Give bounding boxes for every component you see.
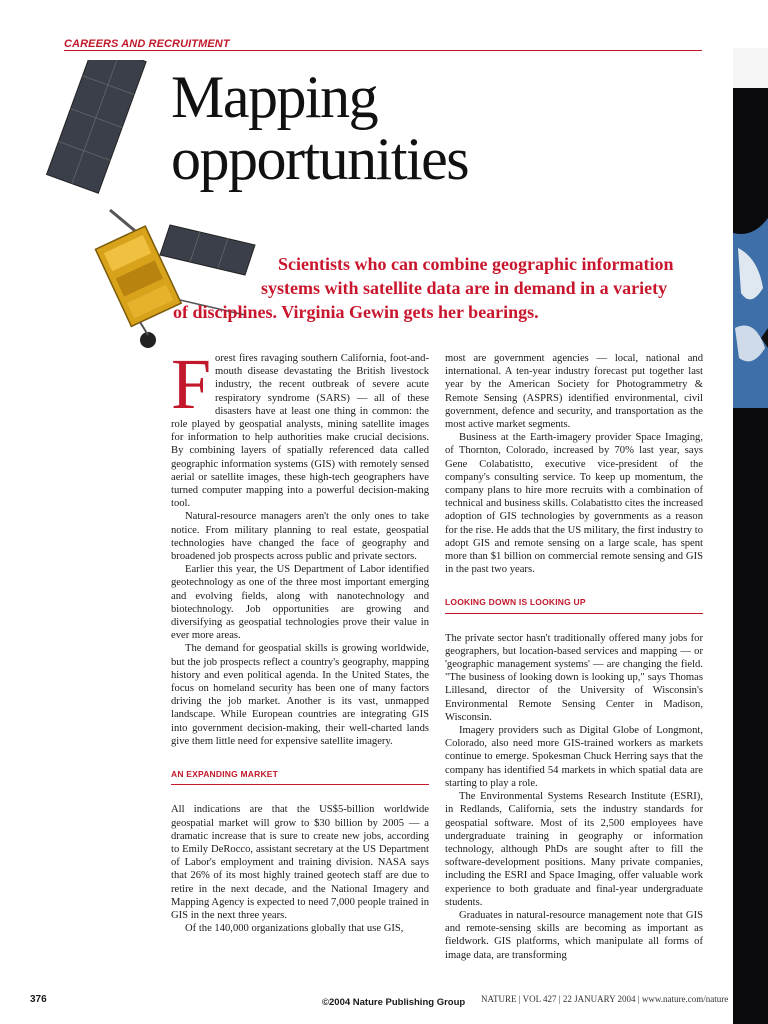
paragraph: Imagery providers such as Digital Globe of Longmont, Colorado, also need more GIS-trained workers as markets continue to emerge. Spokesman Chuck Herring says that the company has identified 54 markets in which spatial data are starting to play a role. (445, 725, 703, 789)
copyright-line: ©2004 Nature Publishing Group (322, 997, 466, 1008)
body-column-2 (445, 352, 703, 962)
paragraph: Of the 140,000 organizations globally that use GIS, (185, 923, 404, 935)
paragraph: most are government agencies — local, national and international. A ten-year industry forecast put together last year by the American Society for Photogrammetry & Remote Sensing (ASPRS) identified environmental, civil government, defence and security, and transportation as the most active market segments. (445, 353, 703, 431)
standfirst-line-2: systems with satellite data are in demand in a variety (261, 278, 668, 298)
earth-photo-strip (733, 48, 768, 1024)
paragraph: The demand for geospatial skills is growing worldwide, but the job prospects reflect a country's geography, mapping history and even political agenda. In the United States, the focus on homeland security has been one of many factors driving the job market. Another is its vast, unmapped landscape. While European countries are integrating GIS into government decision-making, their well-charted lands give them little need for expensive satellite imagery. (171, 643, 429, 747)
paragraph: All indications are that the US$5-billion worldwide geospatial market will grow to $30 billion by 2005 — a dramatic increase that is sure to create new jobs, according to Emily DeRocco, assistant secretary at the US Department of Labor's employment and training division. NASA says that 26% of its most highly trained geotech staff are due to retire in the next decade, and the National Imagery and Mapping Agency is expected to need 7,000 people trained in GIS in the next three years. (171, 804, 429, 921)
body-column-1 (171, 344, 429, 935)
paragraph: The private sector hasn't traditionally offered many jobs for geographers, but location-based services and mapping — or 'geographic management systems' — are changing the field. "The business of looking down is looking up," says Thomas Lillesand, director of the University of Wisconsin's Environmental Remote Sensing Center in Madison, Wisconsin. (445, 632, 703, 723)
standfirst-line-3: of disciplines. Virginia Gewin gets her bearings. (173, 302, 539, 322)
journal-citation: NATURE | VOL 427 | 22 JANUARY 2004 | www.nature.com/nature (481, 994, 729, 1004)
paragraph: The Environmental Systems Research Institute (ESRI), in Redlands, California, sets the industry standards for geospatial software. Most of its 2,500 employees have undergraduate training in geography or information technology, although PhDs are sought after to fill the software-development positions. Many private companies, including the ESRI and Space Imaging, offer valuable work experience to both graduate and final-year undergraduate students. (445, 791, 703, 908)
section-label: CAREERS AND RECRUITMENT (64, 38, 230, 50)
headline-line-1: Mapping (171, 64, 378, 130)
paragraph: Earlier this year, the US Department of Labor identified geotechnology as one of the three most important emerging and evolving fields, along with nanotechnology and biotechnology. Job opportunities are growing and diversifying as geospatial technologies prove their value in ever more areas. (171, 564, 429, 642)
page-number: 376 (30, 994, 47, 1005)
section-rule (64, 50, 702, 51)
paragraph: Forest fires ravaging southern California, foot-and-mouth disease devastating the British livestock industry, the recent outbreak of severe acute respiratory syndrome (SARS) — all of these disasters have at least one thing in common: the role played by geospatial analysts, mining satellite images for information to help authorities make crucial decisions. By combining layers of spatially referenced data called geographic information systems (GIS) with remotely sensed aerial or satellite images, these high-tech geographers have turned computer mapping into a powerful decision-making tool. (171, 344, 429, 510)
headline-line-2: opportunities (171, 126, 469, 192)
paragraph: Business at the Earth-imagery provider Space Imaging, of Thornton, Colorado, increased by 70% last year, says Gene Colabatistto, executive vice-president of the company's consulting service. To keep up momentum, the company plans to hire more recruits with a combination of technical and business skills. Colabatistto cites the increased adoption of GIS technologies by governments as a reason for the rise. He adds that the US military, the first industry to adopt GIS and remote sensing on a large scale, has spent more than $1 billion on commercial remote sensing and GIS in the past two years. (445, 432, 703, 576)
headline (171, 66, 468, 190)
drop-cap: F (171, 344, 212, 424)
subhead-expanding-market: AN EXPANDING MARKET (171, 768, 429, 785)
standfirst-line-1: Scientists who can combine geographic information (278, 254, 674, 274)
paragraph: Natural-resource managers aren't the only ones to take notice. From military planning to real estate, geospatial technologies have changed the face of geography and broadened job prospects across public and private sectors. (171, 511, 429, 563)
subhead-looking-down: LOOKING DOWN IS LOOKING UP (445, 596, 703, 613)
paragraph: Graduates in natural-resource management note that GIS and remote-sensing skills are becoming as important as fieldwork. GIS platforms, which manipulate all forms of image data, are transforming (445, 909, 703, 961)
